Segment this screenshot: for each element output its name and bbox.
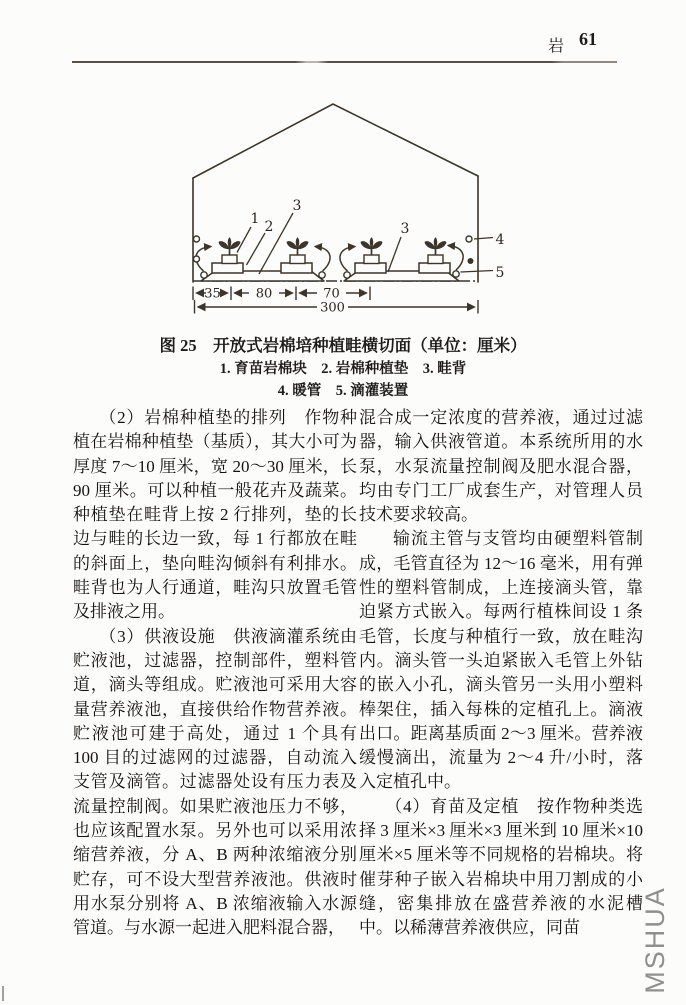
callout-5: 5 [495,265,505,281]
figure-caption-title: 图 25 开放式岩棉培种植畦横切面（单位：厘米） [159,336,527,355]
watermark-text: MSHUA [640,886,670,994]
callout-3a: 3 [292,198,302,214]
dim-70: 70 [323,286,340,302]
figure-caption-legend-1: 1. 育苗岩棉块 2. 岩棉种植垫 3. 畦背 [219,361,467,377]
figure-caption [0,334,686,402]
callout-3b: 3 [400,221,410,237]
dim-35: 35 [204,286,221,302]
paragraph-pipes: 输流主管与支管均由硬塑料管制成，毛管直径为 12～16 毫米，用有弹性的塑料管制成，上连接滴头管，靠迫紧方式嵌入。每两行植株间设 1 条毛管，长度与种植行一致，放在畦沟内。滴头管一头迫紧嵌入毛管上外钻的嵌入小孔，滴头管另一头用小塑料棒架住，插入每株的定植孔上。滴液出口。距离基质面 2～3 厘米。营养液缓慢滴出，流量为 2～4 升/小时，落入定植孔中。 [359,529,643,792]
header-page-number: 61 [579,29,597,49]
seedling-cubes [222,255,443,264]
text-column-right [359,406,643,941]
callout-1: 1 [250,211,260,227]
scan-artifact-tick [2,986,4,1001]
dim-300: 300 [320,300,345,316]
callout-2: 2 [264,219,274,235]
paragraph-2-slab-arrangement: （2）岩棉种植垫的排列 作物种植在岩棉种植垫（基质），其大小可为厚度 7～10 厘米，宽 20～30 厘米，长 90 厘米。可以种植一般花卉及蔬菜。种植垫在畦背上按 2 行排列，垫的长边与畦的长边一致，每 1 行都放在畦的斜面上，垫向畦沟倾斜有利排水。畦背也为人行通道，畦沟只放置毛管及排液之用。 [73,408,357,622]
header-section-character: 岩 [548,38,566,55]
plant-sprouts [219,237,447,255]
paragraph-4-seedling-planting: （4）育苗及定植 按作物种类选择 3 厘米×3 厘米×3 厘米到 10 厘米×10 厘米×5 厘米等不同规格的岩棉块。将催芽种子嵌入岩棉块中用刀割成的小缝，密集排放在盛营养液的水泥槽中。以稀薄营养液供应，同苗 [359,796,643,938]
text-column-left [73,406,357,941]
figure-caption-legend-2: 4. 暖管 5. 滴灌装置 [277,383,409,399]
header-rule [72,61,617,63]
callout-4: 4 [495,232,505,248]
paragraph-3-liquid-supply: （3）供液设施 供液滴灌系统由贮液池，过滤器，控制部件，塑料管道，滴头等组成。贮液池可采用大容量营养液池，直接供给作物营养液。贮液池可建于高处，通过 1 个具有 100 目的过滤网的过滤器，自动流入支管及滴管。过滤器处设有压力表及流量控制阀。如果贮液池压力不够，也应该配置水泵。另外也可以采用浓缩营养液，分 A、B 两种浓缩液分别贮存，可不设大型营养液池。供液时用水泵分别将 A、B 浓缩液输入水源管道。与水源一起进入肥料混合器， [73,626,357,938]
paragraph-3-continuation: 混合成一定浓度的营养液，通过过滤器，输入供液管道。本系统所用的水泵，水泵流量控制阀及肥水混合器，均由专门工厂成套生产，对管理人员技术要求较高。 [359,408,643,525]
dim-80: 80 [255,286,273,302]
figure-25-cross-section-diagram [150,95,510,323]
